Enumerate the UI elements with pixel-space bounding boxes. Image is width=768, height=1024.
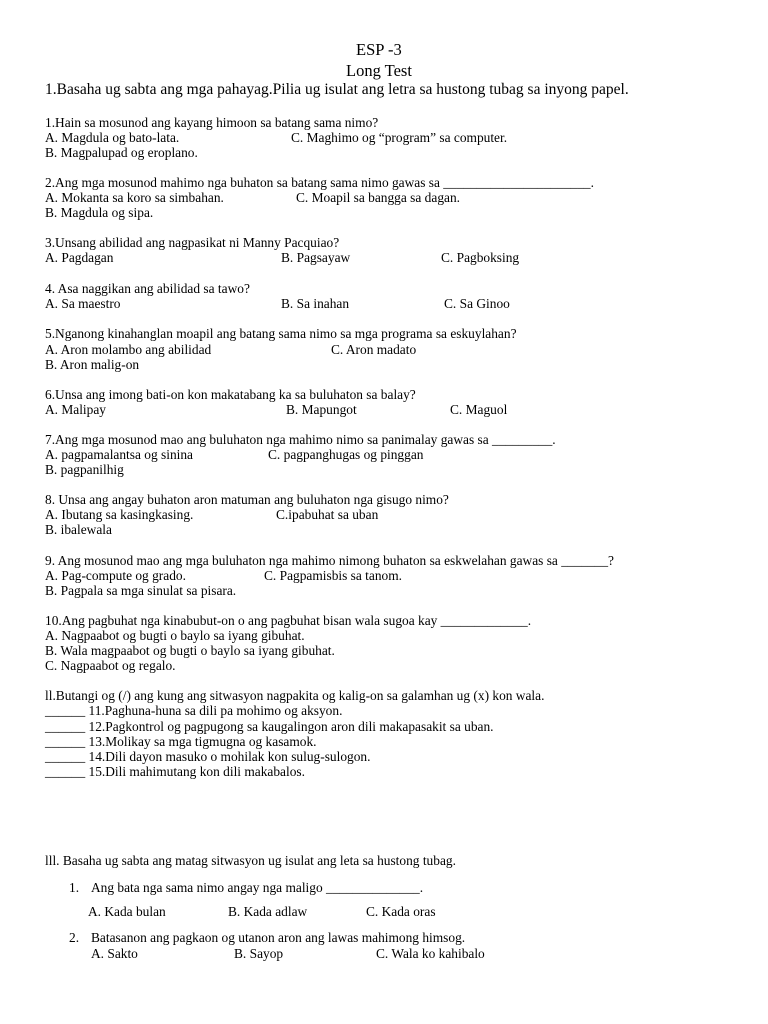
q6-choice-b: B. Mapungot — [286, 402, 357, 417]
q3-choice-c: C. Pagboksing — [441, 250, 520, 265]
q9-choice-b: B. Pagpala sa mga sinulat sa pisara. — [45, 583, 237, 598]
part3-q2-text: Batasanon ang pagkaon og utanon aron ang lawas mahimong himsog. — [91, 930, 466, 945]
subject-title: ESP -3 — [356, 40, 402, 59]
q8-choice-c: C.ipabuhat sa uban — [276, 507, 379, 522]
q5-choice-c: C. Aron madato — [331, 342, 417, 357]
part2-item: ______ 13.Molikay sa mga tigmugna og kasamok. — [45, 734, 317, 749]
q4-choice-c: C. Sa Ginoo — [444, 296, 510, 311]
part3-heading: lll. Basaha ug sabta ang matag sitwasyon ug isulat ang leta sa hustong tubag. — [45, 853, 456, 868]
q8-choice-b: B. ibalewala — [45, 522, 112, 537]
q7-choice-b: B. pagpanilhig — [45, 462, 124, 477]
part3-q1-text: Ang bata nga sama nimo angay nga maligo ______________. — [91, 880, 424, 895]
q2-choice-c: C. Moapil sa bangga sa dagan. — [296, 190, 460, 205]
q6-choice-c: C. Maguol — [450, 402, 508, 417]
part2-heading: ll.Butangi og (/) ang kung ang sitwasyon nagpakita og kalig-on sa galamhan ug (x) kon wala. — [45, 688, 545, 703]
part1-instruction: 1.Basaha ug sabta ang mga pahayag.Pilia ug isulat ang letra sa hustong tubag sa inyong papel. — [45, 81, 629, 98]
question-6: 6.Unsa ang imong bati-on kon makatabang ka sa buluhaton sa balay? — [45, 387, 416, 402]
q3-choice-b: B. Pagsayaw — [281, 250, 351, 265]
part3-q2-number: 2. — [69, 930, 80, 945]
part3-q1-choice-b: B. Kada adlaw — [228, 904, 308, 919]
part2-item: ______ 12.Pagkontrol og pagpugong sa kaugalingon aron dili makapasakit sa uban. — [45, 719, 494, 734]
question-1: 1.Hain sa mosunod ang kayang himoon sa batang sama nimo? — [45, 115, 379, 130]
question-8: 8. Unsa ang angay buhaton aron matuman ang buluhaton nga gisugo nimo? — [45, 492, 449, 507]
part3-q1-number: 1. — [69, 880, 80, 895]
q5-choice-a: A. Aron molambo ang abilidad — [45, 342, 212, 357]
q1-choice-a: A. Magdula og bato-lata. — [45, 130, 180, 145]
q2-choice-b: B. Magdula og sipa. — [45, 205, 154, 220]
q10-choice-c: C. Nagpaabot og regalo. — [45, 658, 176, 673]
question-9: 9. Ang mosunod mao ang mga buluhaton nga mahimo nimong buhaton sa eskwelahan gawas sa _______? — [45, 553, 615, 568]
question-5: 5.Nganong kinahanglan moapil ang batang sama nimo sa mga programa sa eskuylahan? — [45, 326, 517, 341]
question-2: 2.Ang mga mosunod mahimo nga buhaton sa batang sama nimo gawas sa ______________________. — [45, 175, 594, 190]
q1-choice-b: B. Magpalupad og eroplano. — [45, 145, 198, 160]
part3-q1-choice-c: C. Kada oras — [366, 904, 436, 919]
q4-choice-a: A. Sa maestro — [45, 296, 121, 311]
q7-choice-c: C. pagpanghugas og pinggan — [268, 447, 424, 462]
q10-choice-a: A. Nagpaabot og bugti o baylo sa iyang gibuhat. — [45, 628, 305, 643]
q8-choice-a: A. Ibutang sa kasingkasing. — [45, 507, 194, 522]
q6-choice-a: A. Malipay — [45, 402, 106, 417]
part3-q2-choice-c: C. Wala ko kahibalo — [376, 946, 485, 961]
q10-choice-b: B. Wala magpaabot og bugti o baylo sa iyang gibuhat. — [45, 643, 335, 658]
part3-q2-choice-a: A. Sakto — [91, 946, 138, 961]
part2-item: ______ 14.Dili dayon masuko o mohilak kon sulug-sulogon. — [45, 749, 371, 764]
q4-choice-b: B. Sa inahan — [281, 296, 350, 311]
q9-choice-c: C. Pagpamisbis sa tanom. — [264, 568, 402, 583]
part2-item: ______ 15.Dili mahimutang kon dili makabalos. — [45, 764, 305, 779]
part3-q1-choice-a: A. Kada bulan — [88, 904, 166, 919]
question-7: 7.Ang mga mosunod mao ang buluhaton nga mahimo nimo sa panimalay gawas sa _________. — [45, 432, 556, 447]
question-3: 3.Unsang abilidad ang nagpasikat ni Manny Pacquiao? — [45, 235, 340, 250]
q5-choice-b: B. Aron malig-on — [45, 357, 140, 372]
part3-q2-choice-b: B. Sayop — [234, 946, 284, 961]
test-type-title: Long Test — [346, 61, 412, 80]
q9-choice-a: A. Pag-compute og grado. — [45, 568, 186, 583]
part2-item: ______ 11.Paghuna-huna sa dili pa mohimo og aksyon. — [45, 703, 343, 718]
question-10: 10.Ang pagbuhat nga kinabubut-on o ang pagbuhat bisan wala sugoa kay _____________. — [45, 613, 532, 628]
question-4: 4. Asa naggikan ang abilidad sa tawo? — [45, 281, 250, 296]
q1-choice-c: C. Maghimo og “program” sa computer. — [291, 130, 508, 145]
q3-choice-a: A. Pagdagan — [45, 250, 114, 265]
q2-choice-a: A. Mokanta sa koro sa simbahan. — [45, 190, 224, 205]
q7-choice-a: A. pagpamalantsa og sinina — [45, 447, 194, 462]
